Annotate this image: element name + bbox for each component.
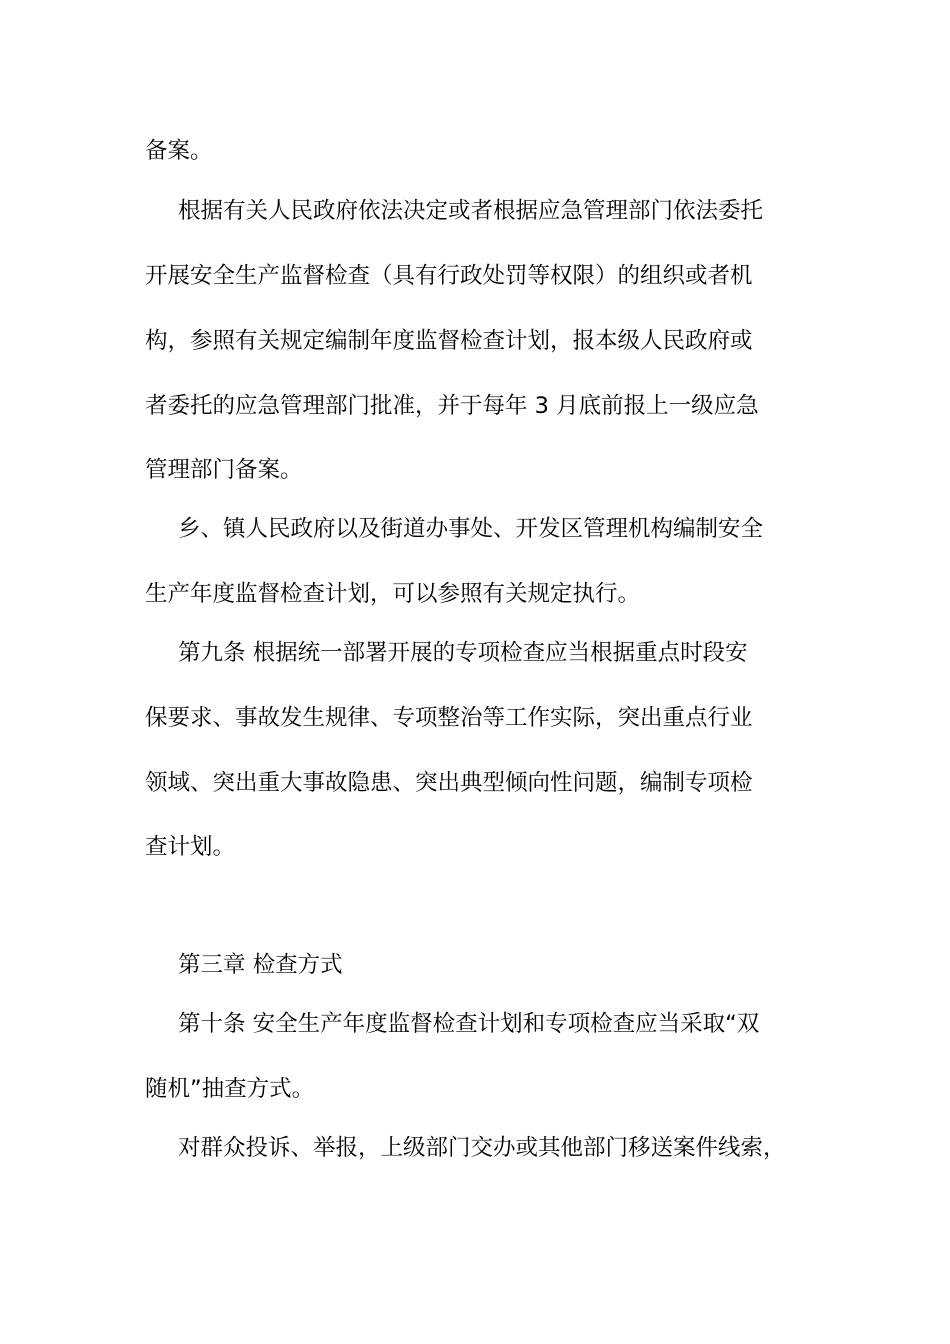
text-line: 保要求、事故发生规律、专项整治等工作实际，突出重点行业 [145,705,753,731]
text-line: 管理部门备案。 [145,457,303,483]
text-line: 开展安全生产监督检查（具有行政处罚等权限）的组织或者机 [145,263,753,289]
paragraph-start: 根据有关人民政府依法决定或者根据应急管理部门依法委托 [178,198,764,224]
text-line: 构，参照有关规定编制年度监督检查计划，报本级人民政府或 [145,328,753,354]
text-line: 查计划。 [145,834,236,860]
chapter-heading: 第三章 检查方式 [178,952,343,978]
text-line: 领域、突出重大事故隐患、突出典型倾向性问题，编制专项检 [145,770,753,796]
paragraph-start: 乡、镇人民政府以及街道办事处、开发区管理机构编制安全 [178,516,764,542]
text-line: 备案。 [145,138,213,164]
paragraph-start: 对群众投诉、举报，上级部门交办或其他部门移送案件线索， [178,1135,786,1161]
text-line: 随机”抽查方式。 [145,1076,315,1102]
article-10-heading: 第十条 安全生产年度监督检查计划和专项检查应当采取“双 [178,1011,760,1037]
article-9-heading: 第九条 根据统一部署开展的专项检查应当根据重点时段安 [178,640,748,666]
text-line: 生产年度监督检查计划，可以参照有关规定执行。 [145,581,641,607]
text-line: 者委托的应急管理部门批准，并于每年 3 月底前报上一级应急 [145,393,759,419]
